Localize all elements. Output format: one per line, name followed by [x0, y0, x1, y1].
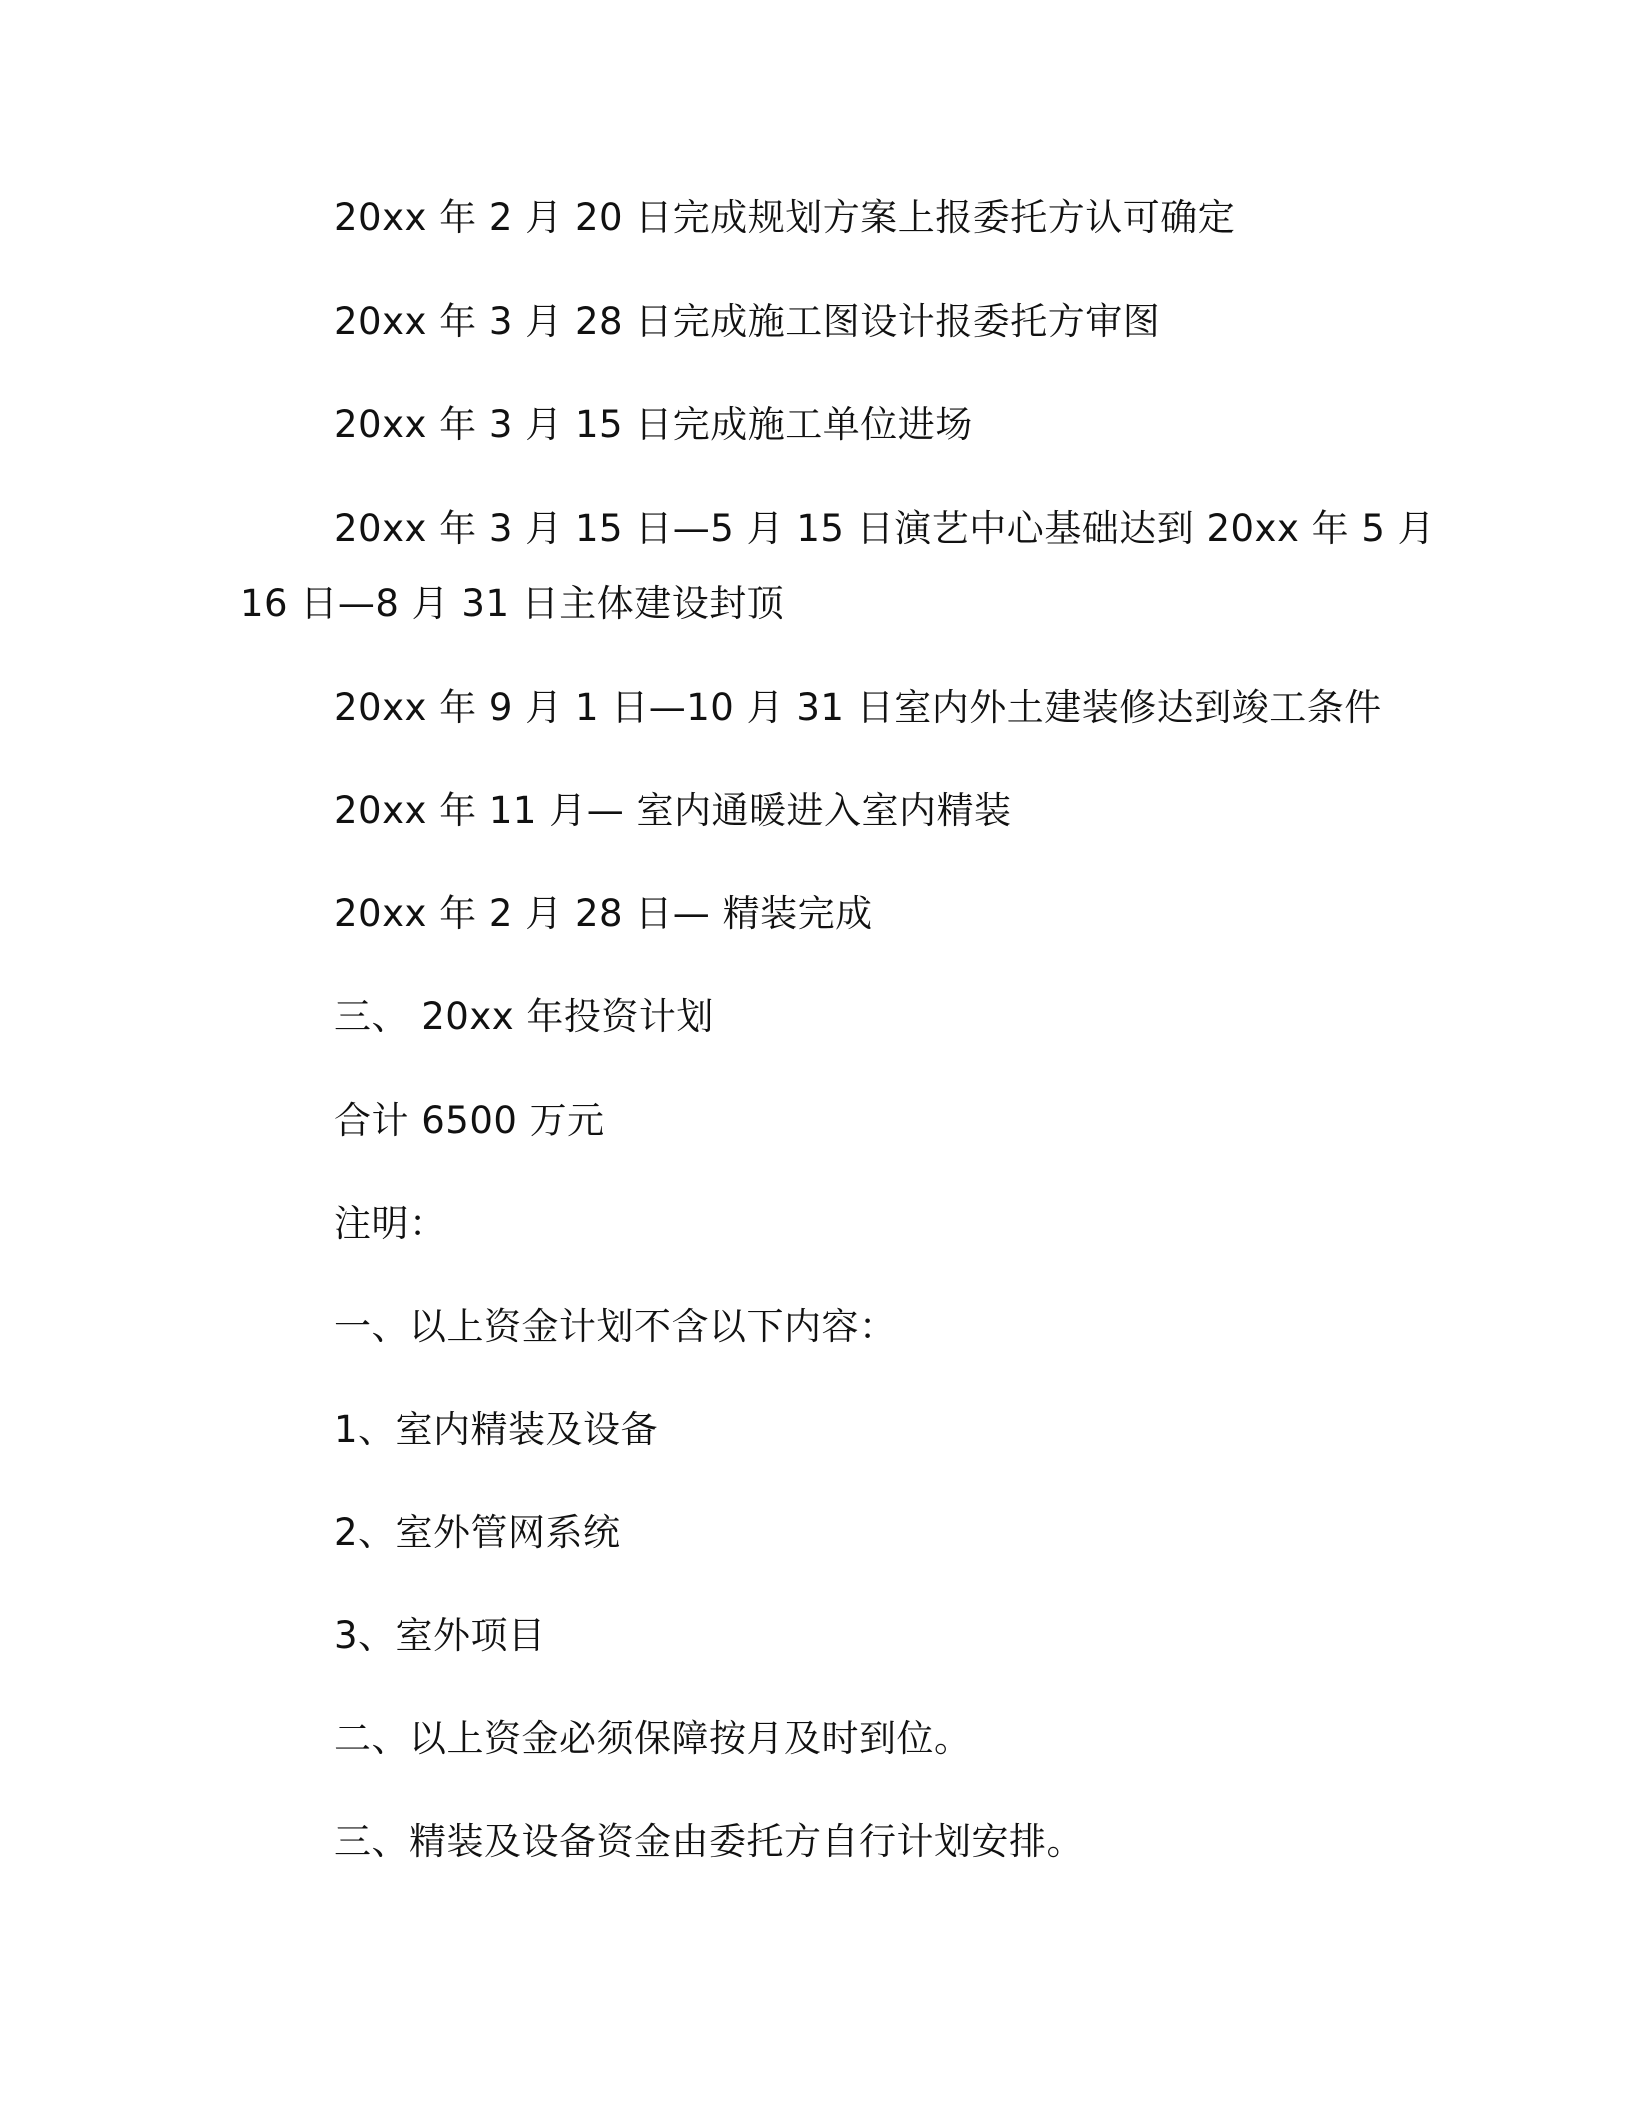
- paragraph-contractor-entry: 20xx 年 3 月 15 日完成施工单位进场: [334, 403, 973, 446]
- list-item-indoor-finishing: 1、室内精装及设备: [334, 1408, 659, 1451]
- list-item-outdoor-pipes: 2、室外管网系统: [334, 1511, 621, 1554]
- paragraph-civil-works: 20xx 年 9 月 1 日—10 月 31 日室内外土建装修达到竣工条件: [334, 686, 1382, 729]
- paragraph-note-two: 二、以上资金必须保障按月及时到位。: [334, 1717, 972, 1760]
- section-heading-investment-plan: 三、 20xx 年投资计划: [334, 995, 714, 1038]
- paragraph-main-structure: 16 日—8 月 31 日主体建设封顶: [240, 582, 785, 625]
- paragraph-planning-approval: 20xx 年 2 月 20 日完成规划方案上报委托方认可确定: [334, 196, 1236, 239]
- paragraph-note-one: 一、以上资金计划不含以下内容：: [334, 1305, 897, 1348]
- paragraph-indoor-heating: 20xx 年 11 月— 室内通暖进入室内精装: [334, 789, 1012, 832]
- paragraph-construction-drawing: 20xx 年 3 月 28 日完成施工图设计报委托方审图: [334, 300, 1161, 343]
- list-item-outdoor-projects: 3、室外项目: [334, 1614, 546, 1657]
- paragraph-note-label: 注明：: [334, 1202, 447, 1245]
- paragraph-foundation: 20xx 年 3 月 15 日—5 月 15 日演艺中心基础达到 20xx 年 5 月: [334, 507, 1436, 550]
- paragraph-note-three: 三、精装及设备资金由委托方自行计划安排。: [334, 1820, 1084, 1863]
- paragraph-finishing-complete: 20xx 年 2 月 28 日— 精装完成: [334, 892, 873, 935]
- paragraph-total: 合计 6500 万元: [334, 1099, 605, 1142]
